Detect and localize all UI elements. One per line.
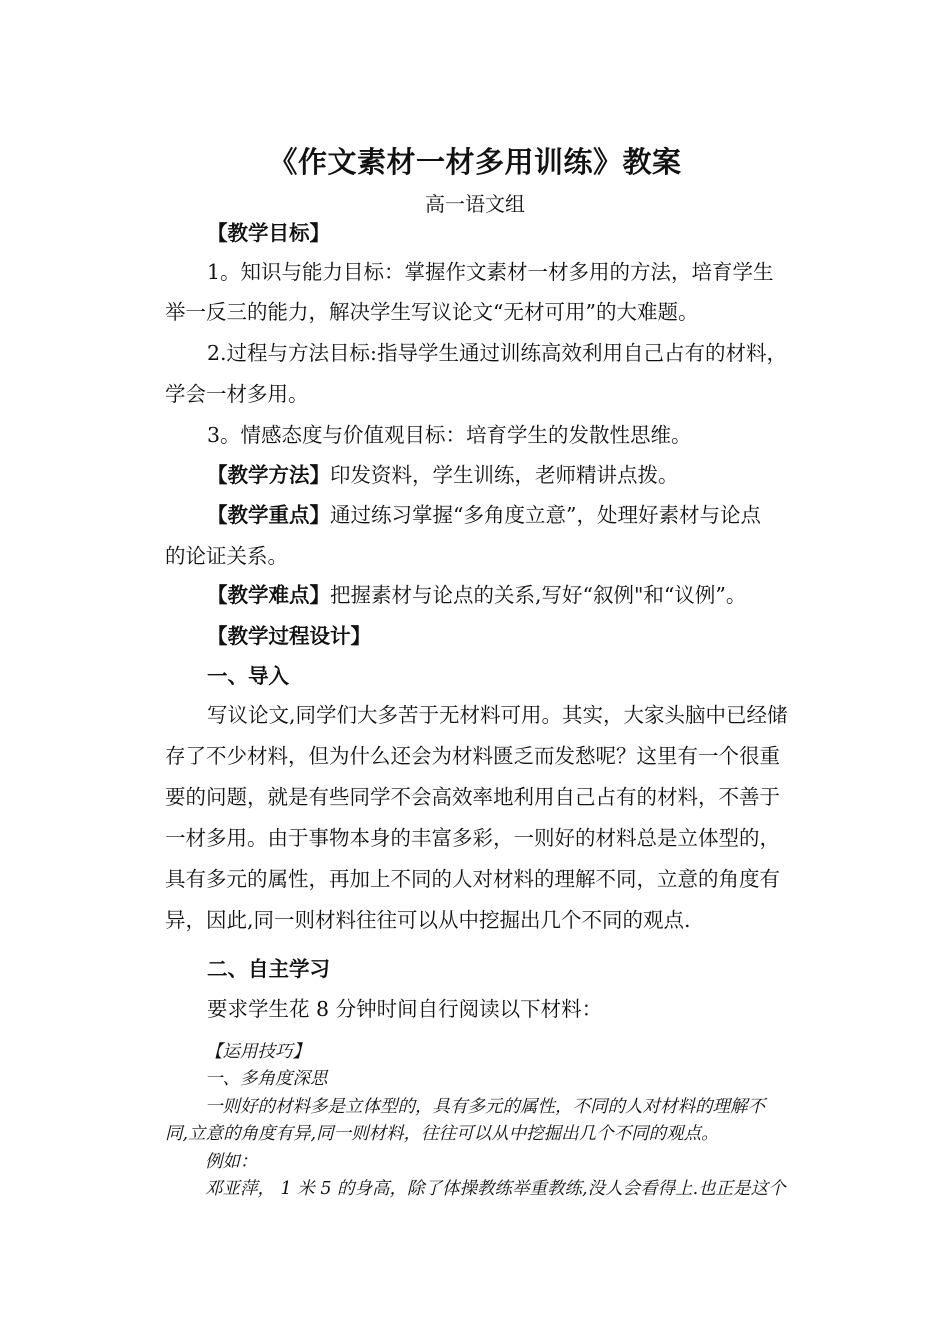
intro-line-5: 具有多元的属性，再加上不同的人对材料的理解不同，立意的角度有	[165, 867, 780, 891]
teaching-keypoint	[207, 500, 847, 530]
teaching-goals-heading: 【教学目标】	[207, 221, 330, 245]
intro-line-2: 存了不少材料，但为什么还会为材料匮乏而发愁呢？这里有一个很重	[165, 744, 780, 768]
teaching-method-text: 印发资料，学生训练，老师精讲点拨。	[330, 463, 679, 487]
intro-line-3: 要的问题，就是有些同学不会高效率地利用自己占有的材料，不善于	[165, 785, 780, 809]
teaching-keypoint-line2: 的论证关系。	[165, 544, 288, 568]
goal1-line1: 1。知识与能力目标：掌握作文素材一材多用的方法，培育学生	[207, 260, 774, 284]
teaching-difficulty-text: 把握素材与论点的关系,写好“叙例"和“议例”。	[330, 583, 747, 607]
skill1-line2: 同,立意的角度有异,同一则材料，往往可以从中挖掘出几个不同的观点。	[165, 1124, 719, 1144]
process-heading: 【教学过程设计】	[207, 624, 371, 648]
goal2-line1: 2.过程与方法目标:指导学生通过训练高效利用自己占有的材料，	[207, 341, 787, 365]
teaching-difficulty-label: 【教学难点】	[207, 583, 330, 607]
example-line1: 邓亚萍， 1 米 5 的身高，除了体操教练举重教练,没人会看得上.也正是这个	[205, 1179, 786, 1199]
section1-heading: 一、导入	[207, 664, 289, 688]
goal1-line2: 举一反三的能力，解决学生写议论文“无材可用”的大难题。	[165, 300, 699, 324]
example-label: 例如：	[205, 1152, 258, 1172]
teaching-method	[207, 460, 847, 490]
intro-line-4: 一材多用。由于事物本身的丰富多彩，一则好的材料总是立体型的，	[165, 826, 780, 850]
skill1-line1: 一则好的材料多是立体型的，具有多元的属性，不同的人对材料的理解不	[205, 1097, 765, 1117]
document-subtitle: 高一语文组	[425, 192, 525, 216]
goal3: 3。情感态度与价值观目标：培育学生的发散性思维。	[207, 423, 692, 447]
goal2-line2: 学会一材多用。	[165, 382, 309, 406]
self-study-text: 要求学生花 8 分钟时间自行阅读以下材料：	[207, 997, 603, 1021]
document-title: 《作文素材一材多用训练》教案	[268, 145, 682, 179]
teaching-difficulty	[207, 580, 847, 610]
section2-heading: 二、自主学习	[207, 957, 330, 981]
teaching-keypoint-text: 通过练习掌握“多角度立意”，处理好素材与论点	[330, 503, 761, 527]
skills-heading: 【运用技巧】	[205, 1042, 310, 1062]
intro-line-6: 异，因此,同一则材料往往可以从中挖掘出几个不同的观点.	[165, 908, 691, 932]
intro-line-1: 写议论文,同学们大多苦于无材料可用。其实，大家头脑中已经储	[207, 703, 788, 727]
teaching-keypoint-label: 【教学重点】	[207, 503, 330, 527]
skill1-heading: 一、多角度深思	[205, 1069, 328, 1089]
teaching-method-label: 【教学方法】	[207, 463, 330, 487]
